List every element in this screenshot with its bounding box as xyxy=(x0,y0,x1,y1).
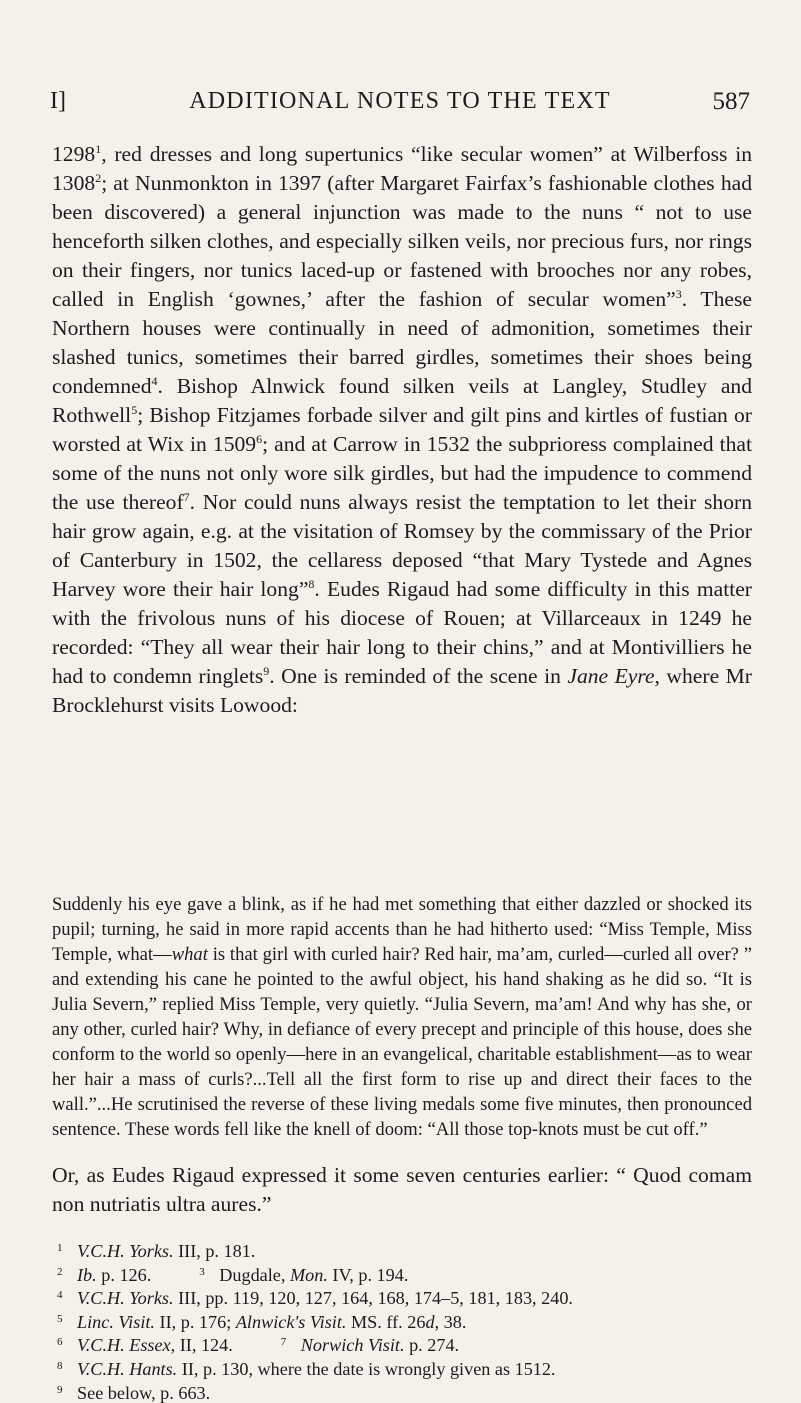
quote-text: is that girl with curled hair? Red hair, ma’am, curled—curled all over? ” and extending his cane he pointed to the awful object, his hand shaking as he did so. “It is Julia Severn,” replied Miss Temple, very quietly. “Julia Severn, ma’am! And why has she, or any other, curled hair? Why, in defiance of every precept and principle of this house, does she conform to the world so openly—here in an evangelical, charitable establishment—as to wear her hair a mass of curls?...Tell all the first form to rise up and direct their faces to the wall.”...He scrutinised the reverse of these living medals some five minutes, then pronounced sentence. These words fell like the knell of doom: “All those top-knots must be cut off.” xyxy=(52,944,752,1140)
footnote-italic-text: V.C.H. Yorks. xyxy=(77,1288,174,1309)
footnote-text: Dugdale, xyxy=(219,1264,290,1285)
main-paragraph xyxy=(52,140,752,720)
running-header xyxy=(50,88,750,122)
footnote-text: MS. ff. 26 xyxy=(346,1311,426,1332)
footnote-line xyxy=(55,1262,755,1286)
body-text: . One is reminded of the scene in xyxy=(269,664,568,688)
body-text: ; and at Carrow in 1532 the subprioress complained that some of the nuns not only wore silk girdles, but had the impudence to commend the use thereof xyxy=(52,432,753,514)
footnote-reference: 6 xyxy=(256,432,263,446)
footnote-line xyxy=(55,1332,755,1356)
footnote-line xyxy=(55,1238,755,1262)
body-text: . Nor could nuns always resist the temptation to let their shorn hair grow again, e.g. at the visitation of Romsey by the commissary of the Prior of Canterbury in 1502, the cellaress deposed “that Mary Tystede and Agnes Harvey wore their hair long” xyxy=(52,490,752,601)
footnote-reference: 1 xyxy=(95,142,102,156)
footnote-text: III, pp. 119, 120, 127, 164, 168, 174–5, 181, 183, 240. xyxy=(173,1288,573,1309)
footnote-text: p. 126. xyxy=(96,1264,152,1285)
footnote-number: 4 xyxy=(57,1289,63,1302)
footnote-text: II, p. 130, where the date is wrongly given as 1512. xyxy=(177,1358,556,1379)
footnote-text: III, p. 181. xyxy=(173,1241,256,1261)
footnote-text: IV, p. 194. xyxy=(327,1264,409,1285)
block-quotation xyxy=(52,892,752,1142)
footnote-italic-text: Norwich Visit. xyxy=(300,1335,405,1356)
quote-text: Suddenly his eye gave a blink, as if he had met something that either dazzled or shocked its pupil; turning, he said in more rapid accents than he had hitherto used: “Miss Temple, Miss Temple, what— xyxy=(52,894,752,965)
footnote-line xyxy=(55,1380,755,1403)
body-text: . These Northern houses were continually in need of admonition, sometimes their slashed tunics, sometimes their barred girdles, sometimes their shoes being condemned xyxy=(52,287,752,398)
footnote-line xyxy=(55,1309,755,1333)
footnote-text: , 38. xyxy=(434,1311,467,1332)
footnote-reference: 7 xyxy=(183,490,190,504)
footnote-line xyxy=(55,1356,755,1380)
footnote-italic-text: Linc. Visit. xyxy=(77,1311,155,1332)
footnote-number: 9 xyxy=(57,1383,63,1396)
footnote-italic-text: d xyxy=(425,1311,435,1332)
footnote-reference: 4 xyxy=(151,374,158,388)
running-title: ADDITIONAL NOTES TO THE TEXT xyxy=(189,88,611,114)
footnote-reference: 8 xyxy=(308,577,315,591)
footnote-italic-text: V.C.H. Essex, xyxy=(77,1335,176,1356)
footnote-number: 2 xyxy=(57,1265,63,1278)
closing-paragraph: Or, as Eudes Rigaud expressed it some seven centuries earlier: “ Quod comam non nutriatis ultra aures.” xyxy=(52,1163,752,1216)
footnote-text: See below, p. 663. xyxy=(77,1382,211,1403)
footnote-italic-text: Ib. xyxy=(77,1264,97,1285)
body-text: , where Mr Brocklehurst visits Lowood: xyxy=(52,664,752,717)
footnote-reference: 2 xyxy=(95,171,102,185)
footnote-number: 7 xyxy=(280,1336,287,1349)
body-text: 1298 xyxy=(52,142,96,166)
footnote-italic-text: V.C.H. Hants. xyxy=(77,1358,178,1379)
footnote-number: 5 xyxy=(57,1312,63,1325)
page-number: 587 xyxy=(712,88,750,115)
footnote-italic-text: Alnwick's Visit. xyxy=(235,1311,347,1332)
footnote-text: p. 274. xyxy=(404,1335,460,1356)
footnote-reference: 5 xyxy=(131,403,138,417)
footnote-number: 3 xyxy=(199,1265,205,1278)
footnote-text: II, 124. xyxy=(175,1335,233,1356)
footnote-italic-text: V.C.H. Yorks. xyxy=(77,1241,174,1261)
footnote-line xyxy=(55,1285,755,1309)
footnote-text: II, p. 176; xyxy=(154,1311,236,1332)
body-italic-text: Jane Eyre xyxy=(567,664,655,688)
footnotes xyxy=(55,1238,755,1403)
body-text: , red dresses and long supertunics “like secular women” at Wilberfoss in 1308 xyxy=(52,142,752,195)
body-text: . Eudes Rigaud had some difficulty in this matter with the frivolous nuns of his diocese of Rouen; at Villarceaux in 1249 he recorded: “They all wear their hair long to their chins,” and at Montivilliers he had to condemn ringlets xyxy=(52,577,752,688)
footnote-italic-text: Mon. xyxy=(289,1264,328,1285)
footnote-number: 1 xyxy=(57,1242,63,1254)
body-text: . Bishop Alnwick found silken veils at Langley, Studley and Rothwell xyxy=(52,374,752,427)
body-text: ; Bishop Fitzjames forbade silver and gilt pins and kirtles of fustian or worsted at Wix in 1509 xyxy=(52,403,752,456)
footnote-reference: 3 xyxy=(675,287,682,301)
quote-italic-text: what xyxy=(171,944,208,965)
footnote-reference: 9 xyxy=(263,664,270,678)
body-text: ; at Nunmonkton in 1397 (after Margaret Fairfax’s fashionable clothes had been discovered) a general injunction was made to the nuns “ not to use henceforth silken clothes, and especially silken veils, nor precious furs, nor rings on their fingers, nor tunics laced-up or fastened with brooches nor any robes, called in English ‘gownes,’ after the fashion of secular women” xyxy=(52,171,752,311)
footnote-number: 6 xyxy=(57,1336,63,1349)
chapter-marker: I] xyxy=(50,88,66,114)
footnote-number: 8 xyxy=(57,1359,63,1372)
